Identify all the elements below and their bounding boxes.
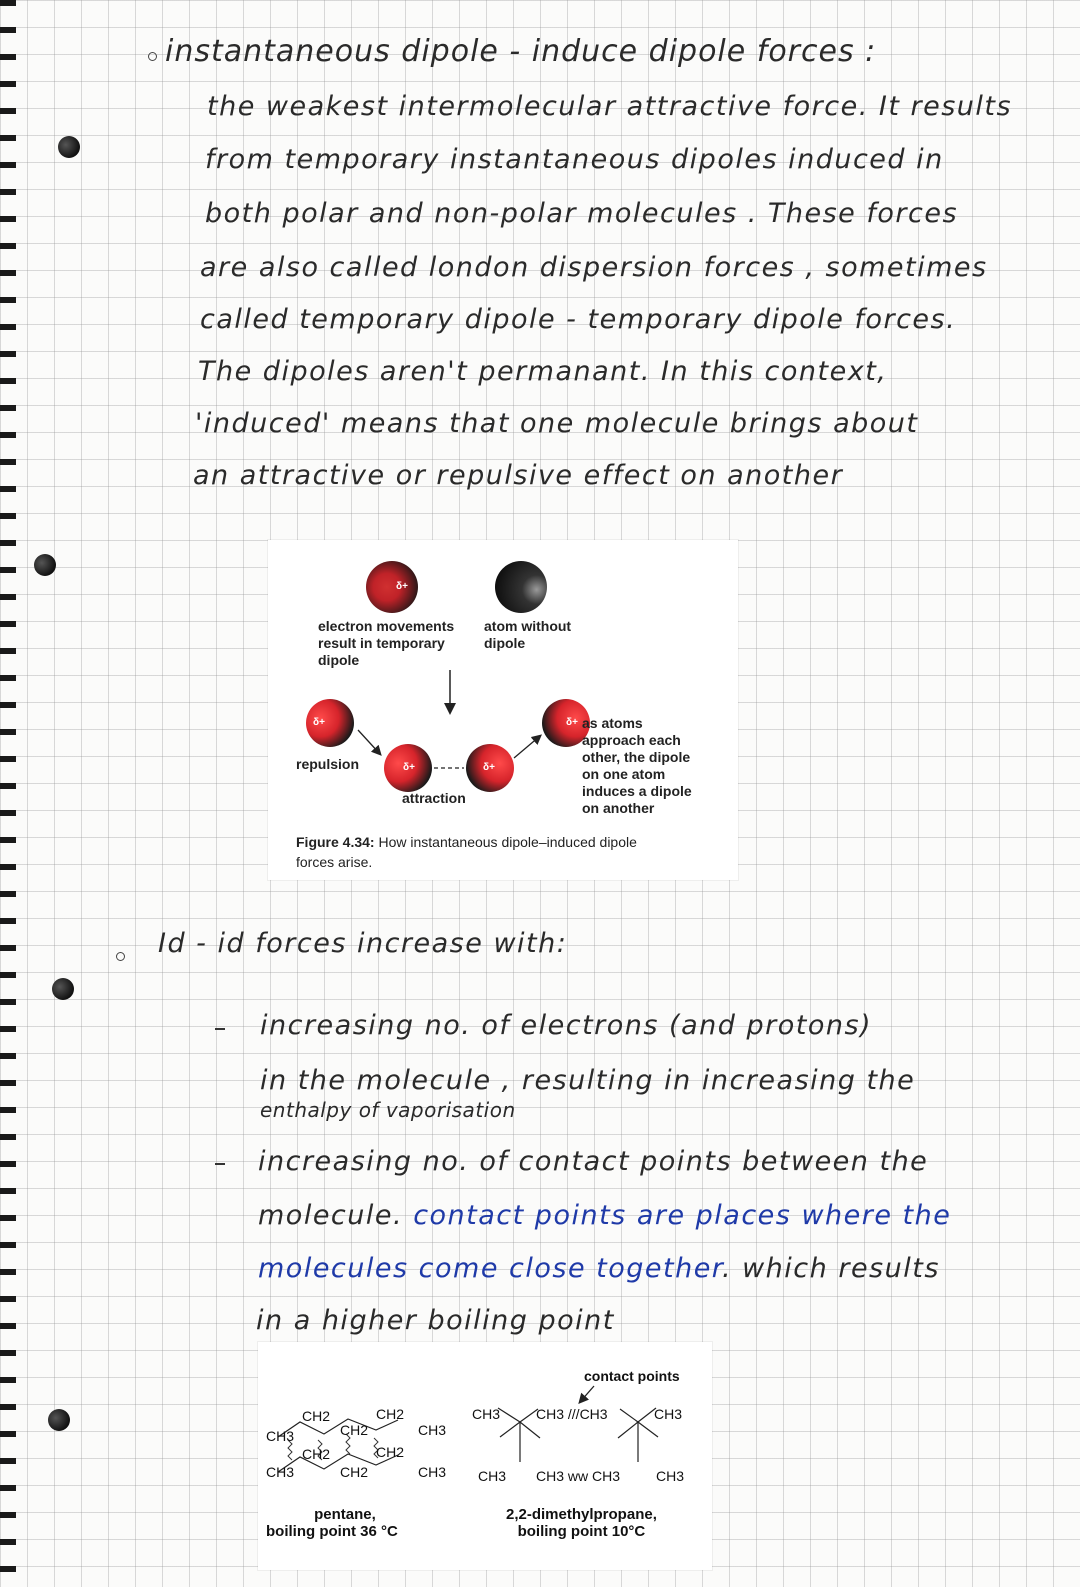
- label-approach: as atoms approach each other, the dipole on one atom induces a dipole on another: [582, 715, 692, 816]
- bullet-dot: [148, 52, 157, 61]
- section-title: Id - id forces increase with:: [158, 928, 568, 959]
- point-one-line: in the molecule , resulting in increasing the: [260, 1065, 916, 1096]
- ch2-group: CH2: [376, 1444, 405, 1460]
- label-attraction: attraction: [402, 790, 466, 806]
- ch3-group: CH3: [266, 1464, 295, 1480]
- bond: [618, 1422, 638, 1438]
- bond: [620, 1409, 638, 1422]
- point-two-line: in a higher boiling point: [256, 1305, 615, 1336]
- atom-without-dipole: [495, 561, 547, 613]
- ch3-pair: CH3 ww CH3: [536, 1468, 621, 1484]
- ch3-group: CH3: [654, 1406, 683, 1422]
- paragraph-line: are also called london dispersion forces , sometimes: [200, 252, 988, 283]
- ch2-group: CH2: [302, 1446, 331, 1462]
- point-one-line: increasing no. of electrons (and protons): [260, 1010, 873, 1041]
- notebook-binding: [0, 0, 16, 1587]
- paragraph-line: an attractive or repulsive effect on another: [193, 460, 844, 491]
- bullet-dot: [116, 952, 125, 961]
- dimethylpropane-label: 2,2-dimethylpropane, boiling point 10°C: [506, 1506, 657, 1540]
- delta-label: δ+: [566, 717, 578, 728]
- ch3-group: CH3: [656, 1468, 685, 1484]
- label-electron-movements: electron movements result in temporary dipole: [318, 618, 455, 668]
- dipole-diagram: [268, 540, 738, 880]
- ch2-group: CH2: [376, 1406, 405, 1422]
- ch3-group: CH3: [266, 1428, 295, 1444]
- point-one-line: enthalpy of vaporisation: [260, 1098, 516, 1122]
- ch2-group: CH2: [302, 1408, 331, 1424]
- delta-label: δ+: [403, 762, 415, 773]
- list-dash: [215, 1163, 225, 1165]
- paragraph-line: called temporary dipole - temporary dipole forces.: [200, 304, 957, 335]
- ch3-group: CH3: [418, 1464, 447, 1480]
- contact-arrow: [580, 1386, 594, 1402]
- pentane-label: pentane, boiling point 36 °C: [266, 1506, 398, 1540]
- contact-points-figure: [258, 1342, 712, 1570]
- point-two-line: molecule. contact points are places where the: [258, 1200, 952, 1231]
- list-dash: [215, 1028, 225, 1030]
- ch3-group: CH3: [472, 1406, 501, 1422]
- paragraph-line: The dipoles aren't permanant. In this context,: [198, 356, 888, 387]
- delta-label: δ+: [483, 762, 495, 773]
- delta-label: δ+: [396, 581, 408, 592]
- point-two-line: molecules come close together. which results: [258, 1253, 940, 1284]
- paragraph-line: both polar and non-polar molecules . These forces: [205, 198, 959, 229]
- bond: [520, 1422, 540, 1438]
- punch-hole: [58, 136, 80, 158]
- page-heading: instantaneous dipole - induce dipole forces :: [165, 34, 877, 69]
- dipole-figure: [268, 540, 738, 880]
- ch2-group: CH2: [340, 1422, 369, 1438]
- ch3-pair: CH3 ///CH3: [536, 1406, 608, 1422]
- repulsion-arrow: [358, 730, 380, 754]
- label-repulsion: repulsion: [296, 756, 360, 772]
- dipole-atom: [366, 561, 418, 613]
- punch-hole: [48, 1409, 70, 1431]
- label-atom-without-dipole: atom without dipole: [484, 618, 572, 651]
- bond: [500, 1422, 520, 1437]
- ch3-group: CH3: [478, 1468, 507, 1484]
- contact-points-label: contact points: [584, 1368, 680, 1384]
- bond: [638, 1422, 658, 1437]
- ch2-group: CH2: [340, 1464, 369, 1480]
- punch-hole: [34, 554, 56, 576]
- bond: [498, 1408, 520, 1422]
- delta-label: δ+: [313, 717, 325, 728]
- punch-hole: [52, 978, 74, 1000]
- paragraph-line: the weakest intermolecular attractive force. It results: [207, 91, 1013, 122]
- paragraph-line: 'induced' means that one molecule brings about: [195, 408, 919, 439]
- point-two-line: increasing no. of contact points between the: [258, 1146, 929, 1177]
- ch3-group: CH3: [418, 1422, 447, 1438]
- approach-arrow: [514, 736, 540, 758]
- figure-caption: Figure 4.34: How instantaneous dipole–induced dipole forces arise.: [296, 834, 637, 870]
- paragraph-line: from temporary instantaneous dipoles induced in: [205, 144, 944, 175]
